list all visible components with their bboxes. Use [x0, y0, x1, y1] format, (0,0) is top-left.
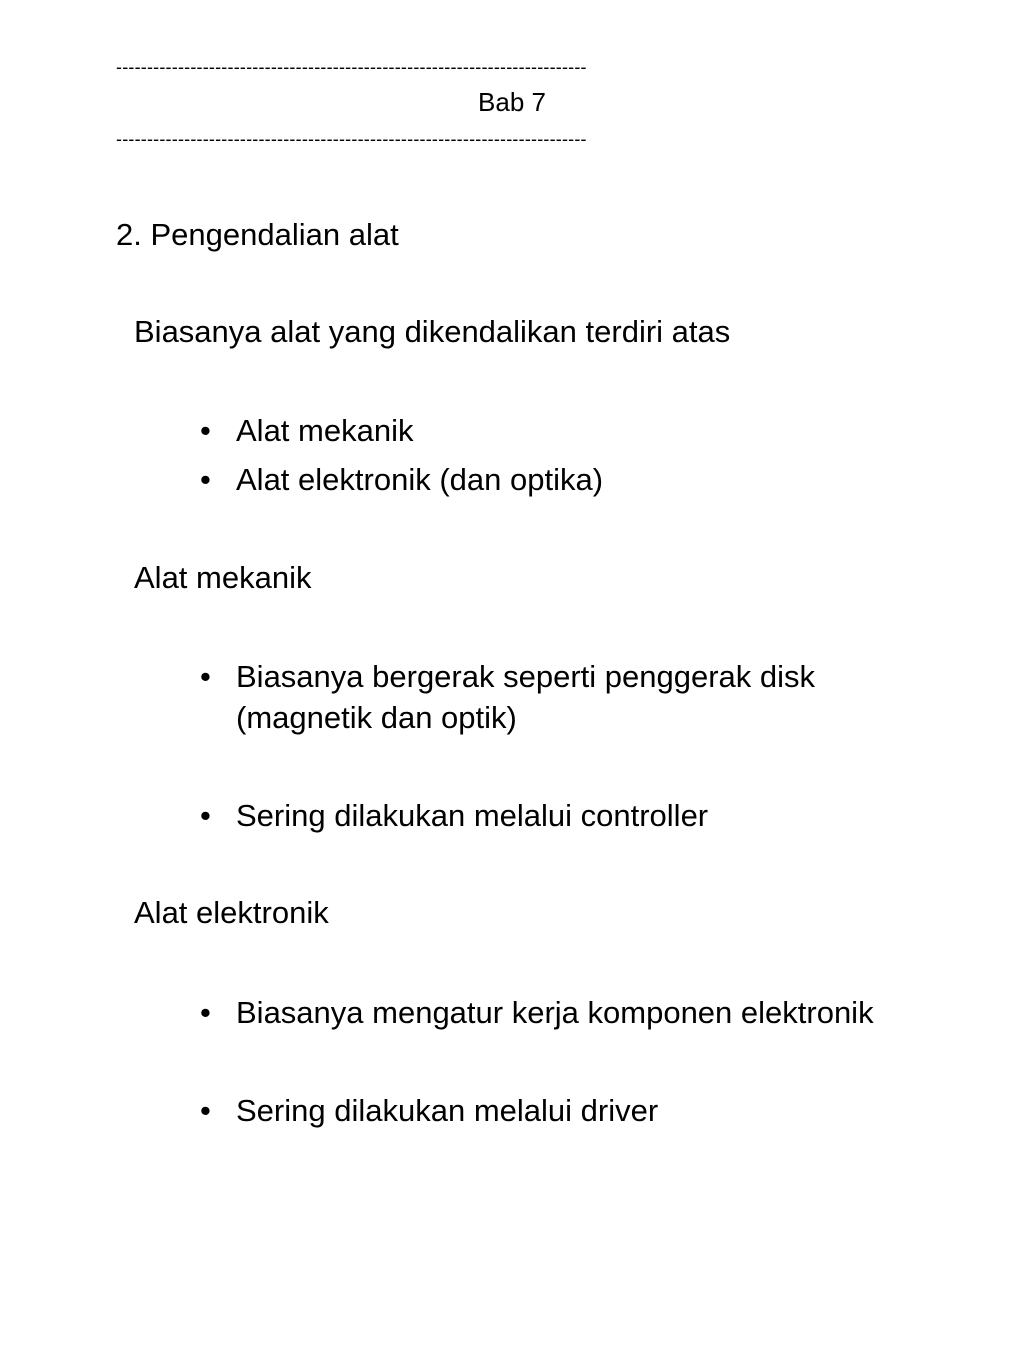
section-title: 2. Pengendalian alat	[116, 217, 399, 252]
list-item-text: Biasanya bergerak seperti penggerak disk	[236, 659, 816, 694]
list-item	[200, 992, 874, 1033]
list-item-text: Biasanya mengatur kerja komponen elektronik	[236, 995, 874, 1030]
list-item	[200, 410, 413, 451]
intro-text: Biasanya alat yang dikendalikan terdiri atas	[134, 314, 731, 349]
bullet-icon: •	[200, 659, 211, 694]
electronic-title: Alat elektronik	[134, 895, 329, 930]
list-item-text: Alat mekanik	[236, 413, 414, 448]
list-item	[200, 1090, 658, 1131]
bullet-icon: •	[200, 1093, 211, 1128]
header-rule-top: ----------------------------------------------------------------------------	[116, 58, 587, 76]
list-item	[200, 795, 708, 836]
header-rule-bottom: ----------------------------------------------------------------------------	[116, 130, 587, 148]
list-item-text: Alat elektronik (dan optika)	[236, 462, 604, 497]
list-item-text: Sering dilakukan melalui controller	[236, 798, 709, 833]
chapter-label: Bab 7	[478, 87, 546, 117]
bullet-icon: •	[200, 798, 211, 833]
list-item	[200, 459, 603, 500]
bullet-icon: •	[200, 413, 211, 448]
list-item-text-continued: (magnetik dan optik)	[236, 700, 517, 735]
list-item	[200, 656, 815, 738]
mechanical-title: Alat mekanik	[134, 560, 312, 595]
list-item-text: Sering dilakukan melalui driver	[236, 1093, 659, 1128]
bullet-icon: •	[200, 462, 211, 497]
bullet-icon: •	[200, 995, 211, 1030]
